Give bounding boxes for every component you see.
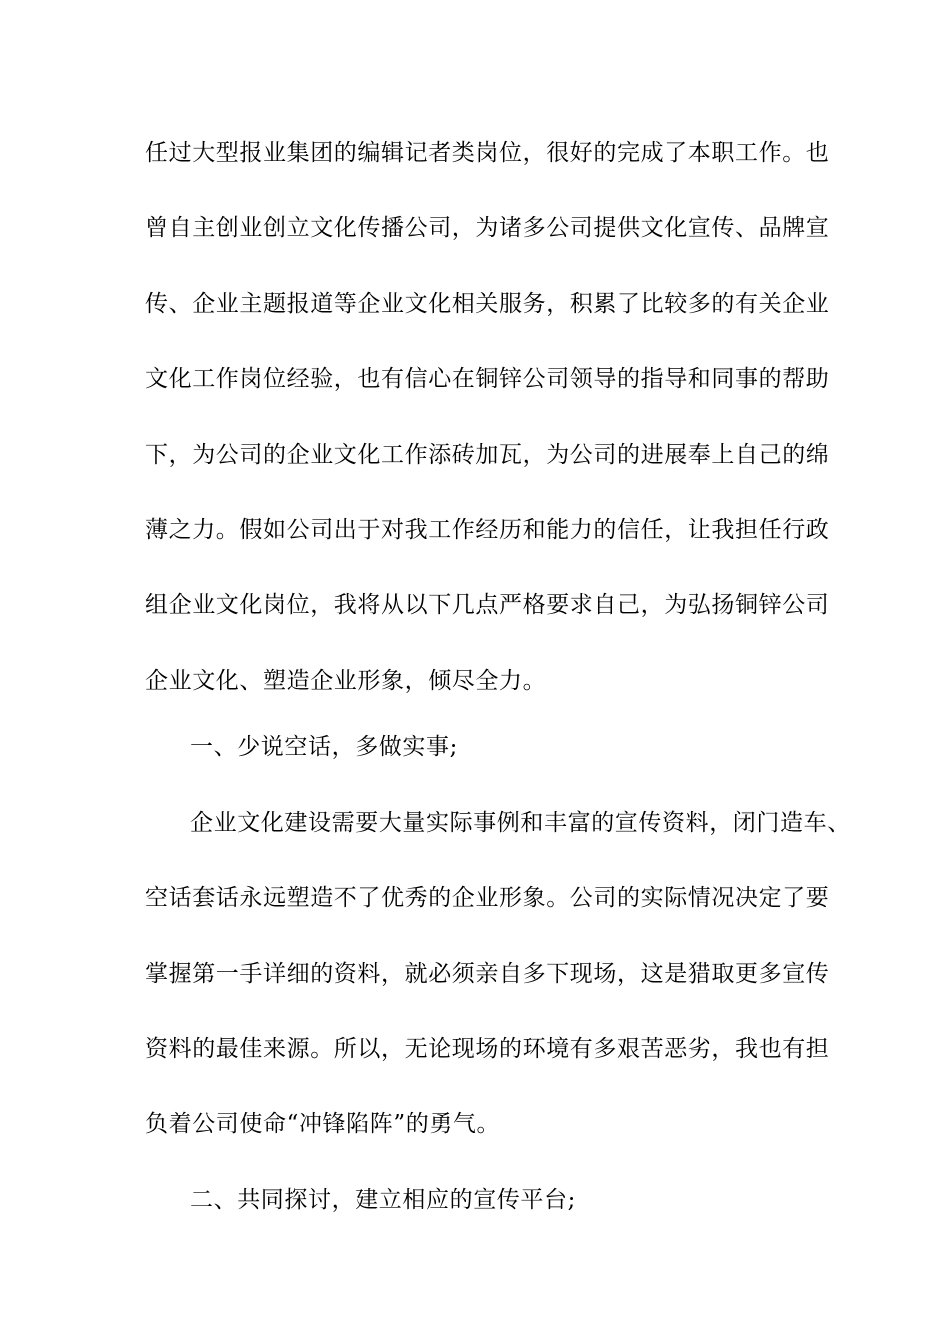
section-heading-2: 二、共同探讨，建立相应的宣传平台; <box>190 1187 576 1213</box>
text-line: 资料的最佳来源。所以，无论现场的环境有多艰苦恶劣，我也有担 <box>145 1036 830 1062</box>
text-line: 企业文化建设需要大量实际事例和丰富的宣传资料，闭门造车、 <box>190 810 851 836</box>
text-line: 传、企业主题报道等企业文化相关服务，积累了比较多的有关企业 <box>145 291 830 317</box>
text-line: 任过大型报业集团的编辑记者类岗位，很好的完成了本职工作。也 <box>145 140 830 166</box>
text-line: 下，为公司的企业文化工作添砖加瓦，为公司的进展奉上自己的绵 <box>145 442 830 468</box>
section-heading-1: 一、少说空话，多做实事; <box>190 734 458 760</box>
text-line: 负着公司使命“冲锋陷阵”的勇气。 <box>145 1111 501 1137</box>
text-line: 组企业文化岗位，我将从以下几点严格要求自己，为弘扬铜锌公司 <box>145 592 830 618</box>
text-line: 曾自主创业创立文化传播公司，为诸多公司提供文化宣传、品牌宣 <box>145 215 830 241</box>
text-line: 掌握第一手详细的资料，就必须亲自多下现场，这是猎取更多宣传 <box>145 961 830 987</box>
text-line: 文化工作岗位经验，也有信心在铜锌公司领导的指导和同事的帮助 <box>145 366 830 392</box>
text-line: 企业文化、塑造企业形象，倾尽全力。 <box>145 668 547 694</box>
text-line: 空话套话永远塑造不了优秀的企业形象。公司的实际情况决定了要 <box>145 885 830 911</box>
text-line: 薄之力。假如公司出于对我工作经历和能力的信任，让我担任行政 <box>145 517 830 543</box>
